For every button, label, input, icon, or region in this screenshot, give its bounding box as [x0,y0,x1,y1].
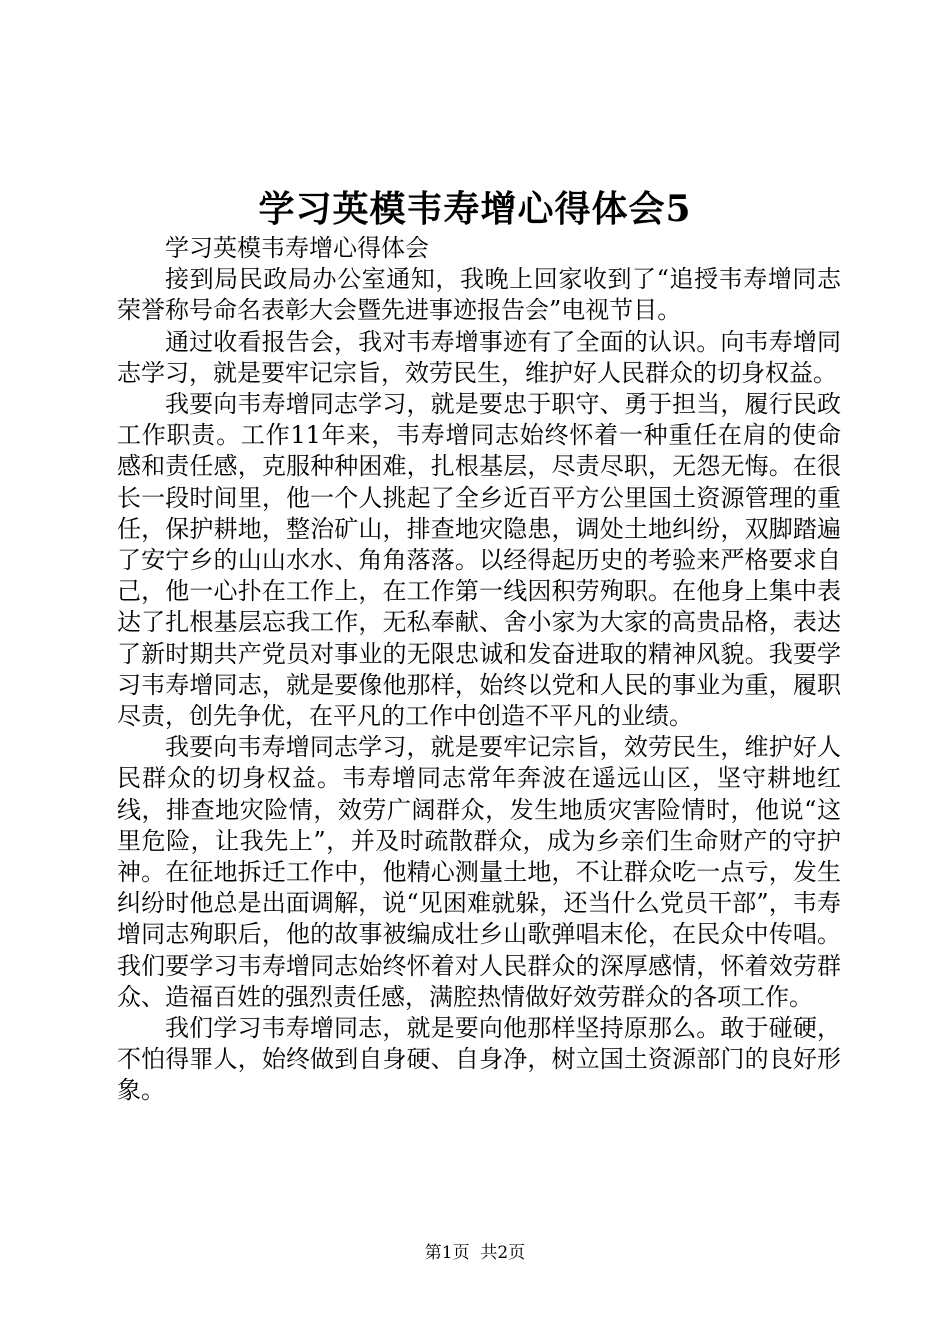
document-body [117,233,841,1107]
document-title: 学习英模韦寿增心得体会5 [258,188,692,230]
paragraph-subtitle: 学习英模韦寿增心得体会 [165,234,429,262]
paragraph: 通过收看报告会，我对韦寿增事迹有了全面的认识。向韦寿增同志学习，就是要牢记宗旨，效劳民生，维护好人民群众的切身权益。 [117,327,841,387]
paragraph: 接到局民政局办公室通知，我晚上回家收到了“追授韦寿增同志荣誉称号命名表彰大会暨先进事迹报告会”电视节目。 [117,265,841,325]
paragraph: 我要向韦寿增同志学习，就是要忠于职守、勇于担当，履行民政工作职责。工作11年来，韦寿增同志始终怀着一种重任在肩的使命感和责任感，克服种种困难，扎根基层，尽责尽职，无怨无悔。在很长一段时间里，他一个人挑起了全乡近百平方公里国土资源管理的重任，保护耕地，整治矿山，排查地灾隐患，调处土地纠纷，双脚踏遍了安宁乡的山山水水、角角落落。以经得起历史的考验来严格要求自己，他一心扑在工作上，在工作第一线因积劳殉职。在他身上集中表达了扎根基层忘我工作，无私奉献、舍小家为大家的高贵品格，表达了新时期共产党员对事业的无限忠诚和发奋进取的精神风貌。我要学习韦寿增同志，就是要像他那样，始终以党和人民的事业为重，履职尽责，创先争优，在平凡的工作中创造不平凡的业绩。 [117,390,841,731]
paragraph: 我要向韦寿增同志学习，就是要牢记宗旨，效劳民生，维护好人民群众的切身权益。韦寿增同志常年奔波在遥远山区，坚守耕地红线，排查地灾险情，效劳广阔群众，发生地质灾害险情时，他说“这里危险，让我先上”，并及时疏散群众，成为乡亲们生命财产的守护神。在征地拆迁工作中，他精心测量土地，不让群众吃一点亏，发生纠纷时他总是出面调解，说“见困难就躲，还当什么党员干部”，韦寿增同志殉职后，他的故事被编成壮乡山歌弹唱末伦，在民众中传唱。我们要学习韦寿增同志始终怀着对人民群众的深厚感情，怀着效劳群众、造福百姓的强烈责任感，满腔热情做好效劳群众的各项工作。 [117,733,841,1011]
paragraph: 我们学习韦寿增同志，就是要向他那样坚持原那么。敢于碰硬，不怕得罪人，始终做到自身硬、自身净，树立国土资源部门的良好形象。 [117,1014,841,1105]
page-footer: 第1页 共2页 [424,1243,526,1263]
